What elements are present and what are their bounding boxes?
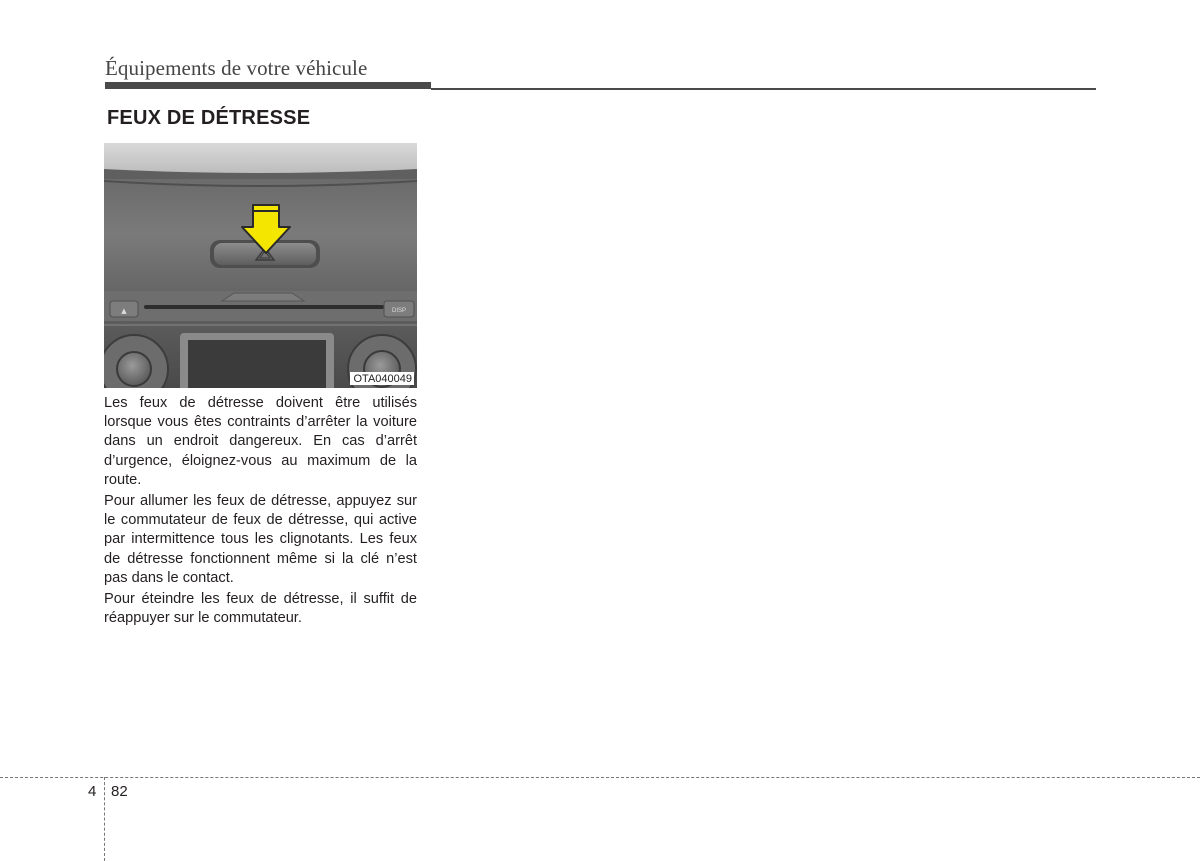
- left-knob: [117, 352, 151, 386]
- footer-vertical-rule: [104, 777, 105, 861]
- cd-slot: [144, 305, 384, 309]
- display-screen: [188, 340, 326, 388]
- dashboard-illustration: [104, 143, 417, 388]
- paragraph-turn-on: Pour allumer les feux de détresse, appuyez sur le commutateur de feux de détresse, qui active par intermittence tous les clignotants. Les feux de détresse fonctionnent même si la clé n’est pas dans le contact.: [104, 493, 417, 586]
- footer-dashed-rule: [0, 777, 1200, 778]
- eject-button-label: ▲: [121, 307, 127, 315]
- disp-button-label: DISP: [391, 308, 407, 314]
- paragraph-turn-off: Pour éteindre les feux de détresse, il suffit de réappuyer sur le commutateur.: [104, 591, 417, 627]
- paragraph-usage: Les feux de détresse doivent être utilisés lorsque vous êtes contraints d’arrêter la voiture dans un endroit dangereux. En cas d’arrêt d’urgence, éloignez-vous au maximum de la route.: [104, 395, 417, 488]
- hazard-switch-figure: [104, 143, 417, 388]
- page-number: 82: [111, 783, 128, 800]
- section-heading: FEUX DE DÉTRESSE: [107, 107, 311, 129]
- page-chapter-number: 4: [88, 783, 97, 800]
- header-rule-thick: [105, 82, 431, 89]
- dash-top-band: [104, 143, 417, 173]
- chapter-title: Équipements de votre véhicule: [105, 56, 368, 80]
- header-rule-thin: [431, 88, 1096, 90]
- figure-code: OTA040049: [350, 372, 414, 385]
- body-text: [104, 394, 417, 630]
